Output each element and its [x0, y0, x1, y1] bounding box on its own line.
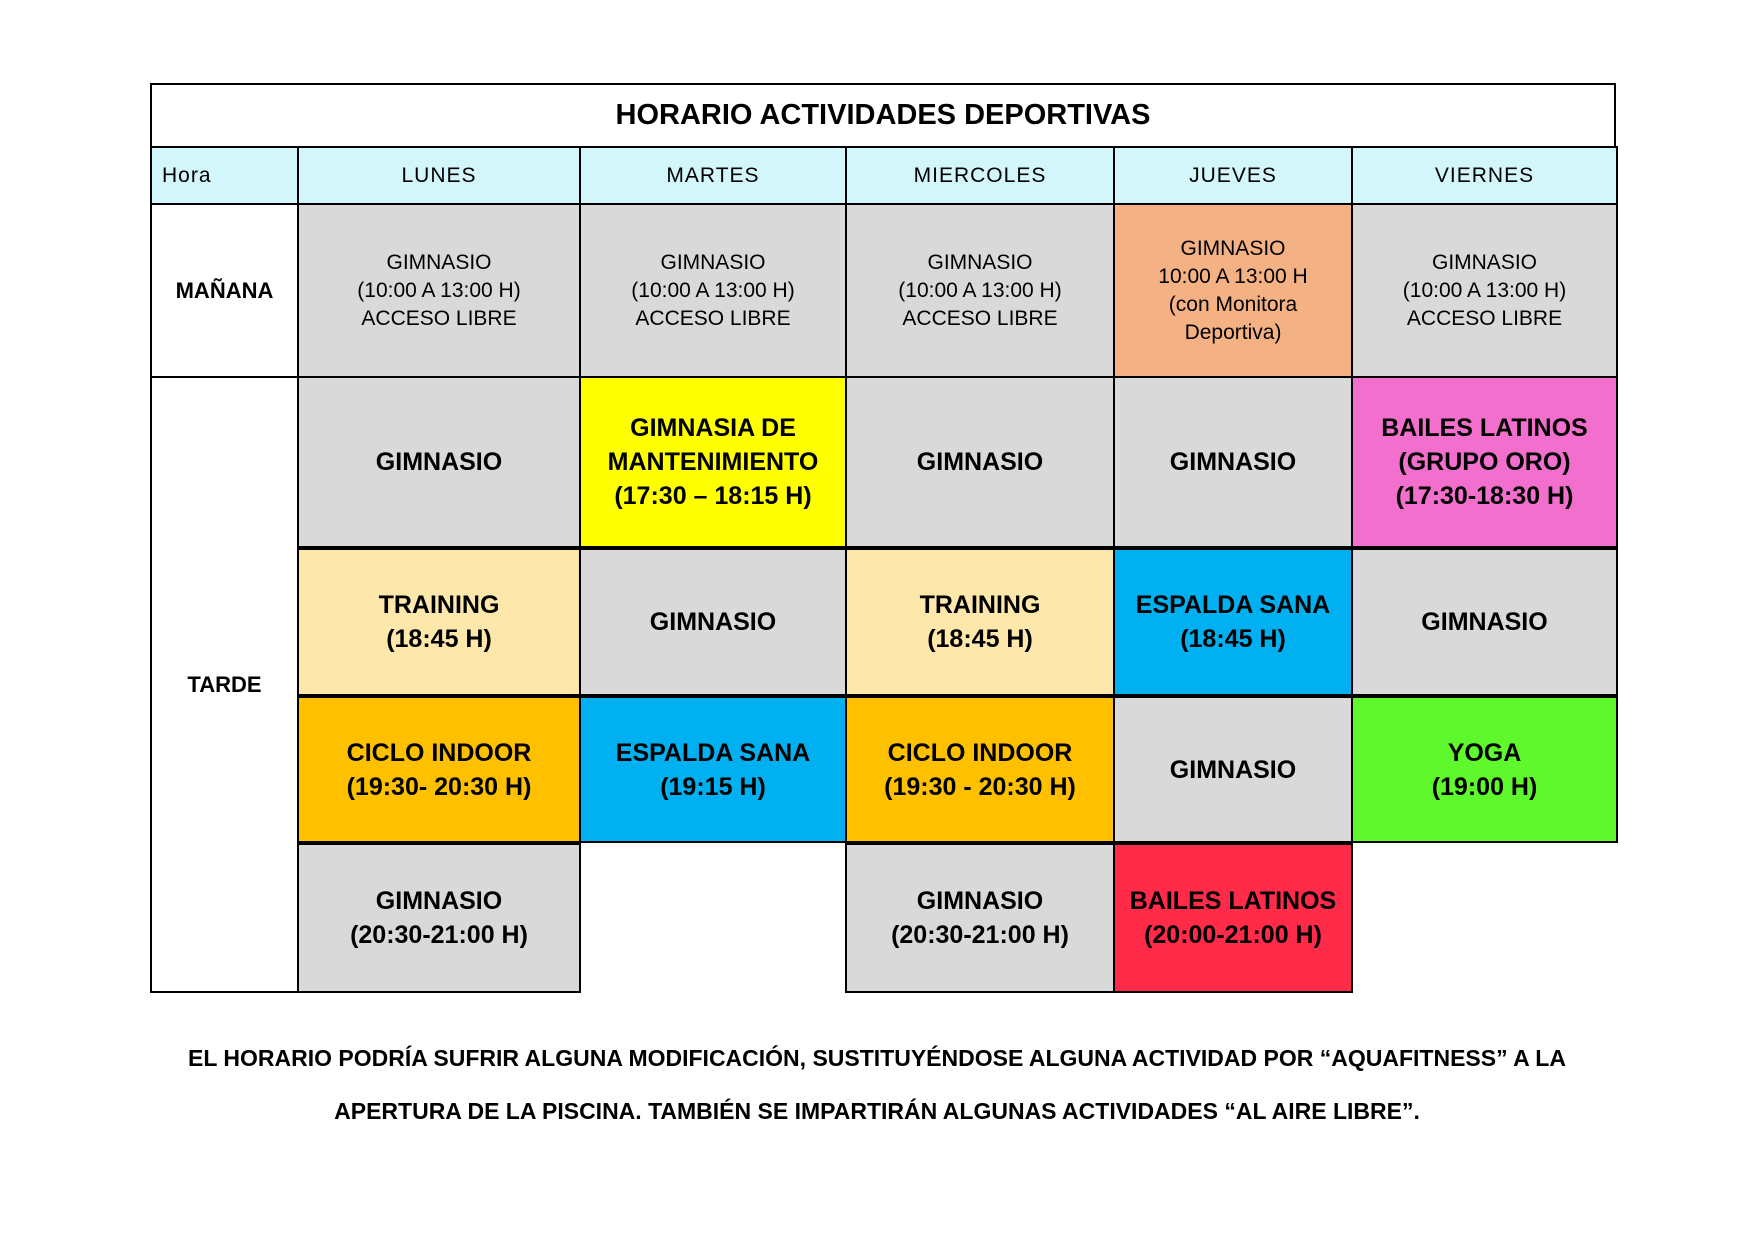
header-day-2 [845, 146, 1115, 205]
tarde-cell-2-2 [845, 696, 1115, 843]
tarde-cell-2-1 [579, 696, 847, 843]
activity-line: (19:30 - 20:30 H) [884, 772, 1076, 801]
activity-line: GIMNASIO [1421, 608, 1548, 636]
activity-line: (18:45 H) [1180, 625, 1286, 653]
activity-line: GIMNASIO [1180, 236, 1286, 260]
tarde-cell-3-3 [1113, 843, 1353, 993]
activity-line: GIMNASIO [1169, 448, 1297, 476]
activity-line: ESPALDA SANA [1135, 591, 1331, 619]
activity-line: (20:30-21:00 H) [891, 921, 1069, 949]
activity-line: GIMNASIO [927, 250, 1033, 274]
tarde-cell-1-0 [297, 548, 581, 696]
tarde-cell-2-3 [1113, 696, 1353, 843]
activity-line: (18:45 H) [927, 625, 1033, 653]
tarde-cell-0-1 [579, 376, 847, 548]
header-day-4 [1351, 146, 1618, 205]
tarde-cell-1-4 [1351, 548, 1618, 696]
activity-line: GIMNASIA DE [630, 414, 796, 442]
manana-cell-2 [845, 203, 1115, 378]
tarde-cell-2-0 [297, 696, 581, 843]
activity-line: TRAINING [919, 591, 1041, 619]
activity-line: ACCESO LIBRE [1406, 306, 1563, 330]
footer-note-line-1 [0, 1045, 1754, 1072]
activity-line: (10:00 A 13:00 H) [898, 278, 1062, 302]
row-label-tarde [150, 376, 299, 993]
activity-line: ACCESO LIBRE [902, 306, 1058, 330]
header-hora [150, 146, 299, 205]
header-day-3 [1113, 146, 1353, 205]
activity-line: GIMNASIO [375, 448, 503, 476]
tarde-cell-0-0 [297, 376, 581, 548]
header-day-label: MIERCOLES [913, 163, 1047, 187]
row-label-manana-text: MAÑANA [175, 277, 274, 303]
tarde-cell-3-2 [845, 843, 1115, 993]
activity-line: ACCESO LIBRE [635, 306, 791, 330]
header-day-1 [579, 146, 847, 205]
activity-line: CICLO INDOOR [887, 738, 1073, 767]
header-day-0 [297, 146, 581, 205]
manana-cell-1 [579, 203, 847, 378]
header-day-label: LUNES [401, 163, 477, 187]
activity-line: BAILES LATINOS [1129, 887, 1337, 915]
footer-note-text-1: EL HORARIO PODRÍA SUFRIR ALGUNA MODIFICACIÓN, SUSTITUYÉNDOSE ALGUNA ACTIVIDAD POR “AQUAFITNESS” A LA [188, 1045, 1566, 1071]
schedule-title-text: HORARIO ACTIVIDADES DEPORTIVAS [615, 99, 1151, 131]
tarde-cell-1-2 [845, 548, 1115, 696]
activity-line: ESPALDA SANA [615, 738, 811, 767]
activity-line: CICLO INDOOR [346, 738, 532, 767]
schedule-title [150, 83, 1616, 148]
activity-line: ACCESO LIBRE [361, 306, 517, 330]
activity-line: GIMNASIO [1431, 250, 1537, 274]
activity-line: GIMNASIO [1169, 755, 1297, 784]
manana-cell-4 [1351, 203, 1618, 378]
footer-note-text-2: APERTURA DE LA PISCINA. TAMBIÉN SE IMPARTIRÁN ALGUNAS ACTIVIDADES “AL AIRE LIBRE”. [334, 1098, 1420, 1124]
tarde-cell-0-4 [1351, 376, 1618, 548]
activity-line: (19:30- 20:30 H) [346, 772, 532, 801]
tarde-cell-2-4 [1351, 696, 1618, 843]
activity-line: BAILES LATINOS [1381, 414, 1588, 442]
activity-line: (19:00 H) [1431, 772, 1538, 801]
row-label-manana [150, 203, 299, 378]
footer-note-line-2 [0, 1098, 1754, 1125]
activity-line: (17:30 – 18:15 H) [614, 482, 812, 510]
activity-line: (10:00 A 13:00 H) [631, 278, 795, 302]
header-day-label: VIERNES [1434, 163, 1535, 187]
header-day-label: MARTES [666, 163, 760, 187]
tarde-cell-1-3 [1113, 548, 1353, 696]
header-hora-label: Hora [162, 163, 212, 187]
header-day-label: JUEVES [1189, 163, 1277, 187]
activity-line: Deportiva) [1184, 320, 1282, 344]
tarde-cell-3-0 [297, 843, 581, 993]
activity-line: (17:30-18:30 H) [1395, 482, 1574, 510]
row-label-tarde-text: TARDE [187, 671, 262, 697]
activity-line: (19:15 H) [660, 772, 766, 801]
activity-line: GIMNASIO [916, 448, 1044, 476]
activity-line: GIMNASIO [386, 250, 492, 274]
activity-line: (18:45 H) [386, 625, 492, 653]
manana-cell-3 [1113, 203, 1353, 378]
activity-line: GIMNASIO [375, 887, 503, 915]
manana-cell-0 [297, 203, 581, 378]
activity-line: (con Monitora [1168, 292, 1298, 316]
activity-line: YOGA [1447, 738, 1522, 767]
tarde-cell-1-1 [579, 548, 847, 696]
activity-line: (GRUPO ORO) [1398, 448, 1571, 476]
activity-line: (20:00-21:00 H) [1144, 921, 1322, 949]
activity-line: GIMNASIO [916, 887, 1044, 915]
activity-line: (10:00 A 13:00 H) [357, 278, 521, 302]
activity-line: (10:00 A 13:00 H) [1402, 278, 1567, 302]
activity-line: (20:30-21:00 H) [350, 921, 528, 949]
activity-line: TRAINING [378, 591, 500, 619]
activity-line: GIMNASIO [660, 250, 766, 274]
tarde-cell-0-2 [845, 376, 1115, 548]
activity-line: GIMNASIO [649, 608, 777, 636]
activity-line: MANTENIMIENTO [607, 448, 819, 476]
tarde-cell-0-3 [1113, 376, 1353, 548]
activity-line: 10:00 A 13:00 H [1158, 264, 1308, 288]
